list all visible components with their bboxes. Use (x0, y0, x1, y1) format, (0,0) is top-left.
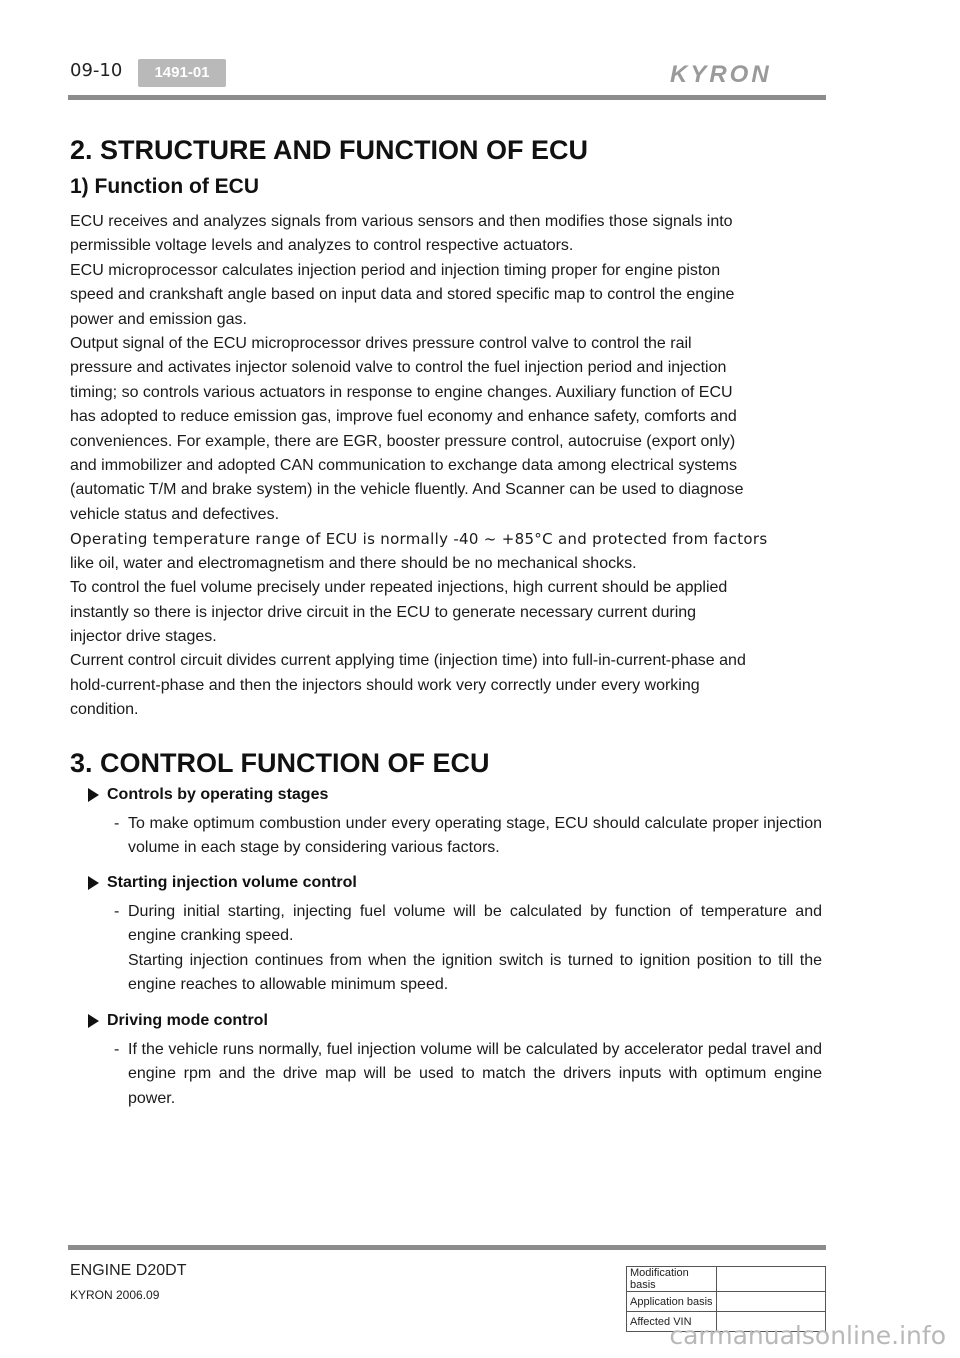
footer-date: KYRON 2006.09 (70, 1288, 160, 1302)
bullet-heading-operating-stages (88, 786, 328, 804)
body-line: power and emission gas. (70, 310, 247, 328)
dash-marker: - (114, 1041, 120, 1058)
header-rule (68, 95, 826, 100)
item-paragraph: If the vehicle runs normally, fuel injection volume will be calculated by accelerator pedal travel and engine rpm and the drive map will be used to match the drivers inputs with optimum engine power. (128, 1041, 822, 1107)
triangle-bullet-icon (88, 788, 99, 802)
section-2-subtitle: 1) Function of ECU (70, 175, 259, 198)
body-line-temperature: Operating temperature range of ECU is normally -40 ~ +85°C and protected from factors (70, 530, 768, 549)
kyron-logo-text: KYRON (670, 61, 772, 88)
bullet-heading-label: Starting injection volume control (107, 874, 357, 891)
body-line: hold-current-phase and then the injectors should work very correctly under every working (70, 676, 700, 694)
bullet-heading-label: Controls by operating stages (107, 786, 329, 803)
body-line: speed and crankshaft angle based on input data and stored specific map to control the engine (70, 286, 735, 304)
body-line: timing; so controls various actuators in response to engine changes. Auxiliary function of ECU (70, 383, 733, 401)
item-paragraph: Starting injection continues from when the ignition switch is turned to ignition position to till the engine reaches to allowable minimum speed. (128, 951, 822, 994)
body-line: ECU receives and analyzes signals from various sensors and then modifies those signals into (70, 213, 733, 230)
bullet-heading-starting-injection (88, 874, 357, 892)
section-2-title: 2. STRUCTURE AND FUNCTION OF ECU (70, 135, 588, 165)
body-line: and immobilizer and adopted CAN communication to exchange data among electrical systems (70, 457, 738, 475)
body-line: To control the fuel volume precisely under repeated injections, high current should be applied (70, 579, 728, 597)
body-line: pressure and activates injector solenoid valve to control the fuel injection period and injection (70, 359, 727, 377)
item-paragraph: During initial starting, injecting fuel volume will be calculated by function of temperature and engine cranking speed. (128, 903, 822, 945)
table-cell-value (717, 1267, 826, 1292)
body-line: ECU microprocessor calculates injection period and injection timing proper for engine piston (70, 261, 721, 279)
body-line: (automatic T/M and brake system) in the vehicle fluently. And Scanner can be used to diagnose (70, 481, 744, 499)
body-line: vehicle status and defectives. (70, 505, 280, 523)
table-row (627, 1267, 826, 1292)
section-3-title: 3. CONTROL FUNCTION OF ECU (70, 748, 490, 778)
list-item (114, 1038, 822, 1111)
table-row (627, 1292, 826, 1312)
body-line: permissible voltage levels and analyzes to control respective actuators. (70, 237, 574, 255)
kyron-logo (668, 60, 826, 88)
triangle-bullet-icon (88, 1014, 99, 1028)
section-code-badge: 1491-01 (138, 59, 226, 87)
item-paragraph: To make optimum combustion under every operating stage, ECU should calculate proper injection volume in each stage by considering various factors. (128, 815, 822, 857)
footer-title: ENGINE D20DT (70, 1262, 187, 1279)
watermark: carmanualsonline.info (669, 1321, 946, 1350)
body-line: conveniences. For example, there are EGR, booster pressure control, autocruise (export only) (70, 432, 736, 450)
page-number: 09-10 (70, 60, 123, 81)
body-line: Output signal of the ECU microprocessor drives pressure control valve to control the rail (70, 335, 692, 353)
table-cell-label: Modification basis (627, 1267, 717, 1292)
table-cell-label: Application basis (627, 1292, 717, 1312)
body-line: injector drive stages. (70, 627, 217, 645)
section-2-body (70, 210, 830, 723)
body-line: like oil, water and electromagnetism and there should be no mechanical shocks. (70, 554, 637, 572)
triangle-bullet-icon (88, 876, 99, 890)
body-line: has adopted to reduce emission gas, improve fuel economy and enhance safety, comforts and (70, 408, 737, 426)
bullet-heading-driving-mode (88, 1012, 268, 1030)
dash-marker: - (114, 903, 120, 920)
dash-marker: - (114, 815, 120, 832)
bullet-heading-label: Driving mode control (107, 1012, 268, 1029)
table-cell-label: Affected VIN (627, 1312, 717, 1332)
list-item (114, 900, 822, 998)
list-item (114, 812, 822, 861)
table-cell-value (717, 1292, 826, 1312)
body-line: instantly so there is injector drive circuit in the ECU to generate necessary current during (70, 603, 697, 621)
footer-rule (68, 1245, 826, 1250)
body-line: condition. (70, 701, 139, 719)
body-line: Current control circuit divides current applying time (injection time) into full-in-current-phase and (70, 652, 746, 670)
